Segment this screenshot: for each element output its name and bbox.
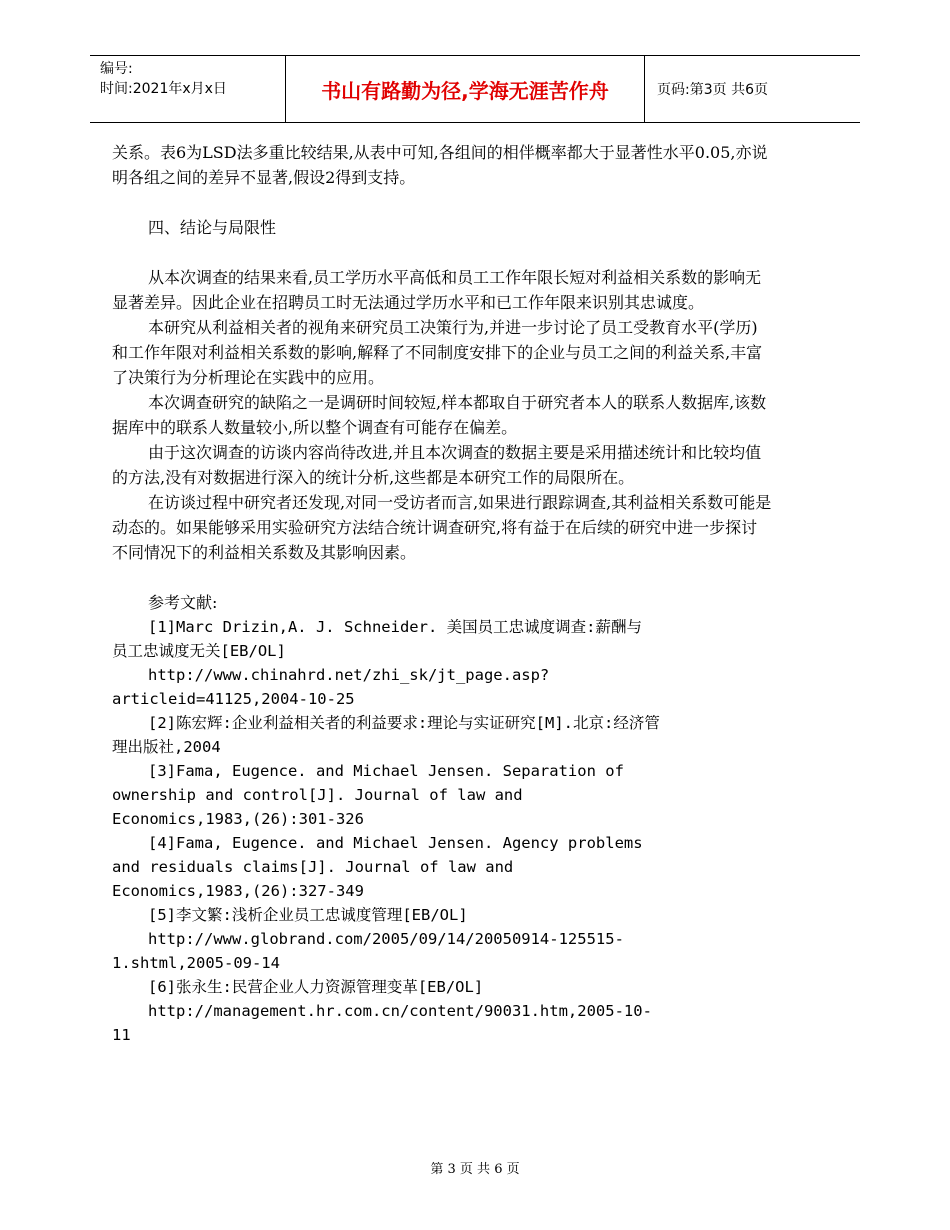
- paragraph-2: 从本次调查的结果来看,员工学历水平高低和员工工作年限长短对利益相关系数的影响无显著差异。因此企业在招聘员工时无法通过学历水平和已工作年限来识别其忠诚度。: [112, 268, 762, 312]
- header-left: [90, 56, 285, 122]
- paragraph-4: 本次调查研究的缺陷之一是调研时间较短,样本都取自于研究者本人的联系人数据库,该数据库中的联系人数量较小,所以整个调查有可能存在偏差。: [112, 393, 767, 437]
- reference-item: [1]Marc Drizin,A. J. Schneider. 美国员工忠诚度调查:薪酬与 员工忠诚度无关[EB/OL] http://www.chinahrd.net/zhi_sk/jt_page.asp? articleid=41125,2004-10-25: [112, 618, 642, 708]
- reference-item: [2]陈宏辉:企业利益相关者的利益要求:理论与实证研究[M].北京:经济管 理出版社,2004: [112, 714, 660, 756]
- reference-item: [3]Fama, Eugence. and Michael Jensen. Separation of ownership and control[J]. Journal of law and Economics,1983,(26):301-326: [112, 762, 624, 828]
- paragraph-6: 在访谈过程中研究者还发现,对同一受访者而言,如果进行跟踪调查,其利益相关系数可能是动态的。如果能够采用实验研究方法结合统计调查研究,将有益于在后续的研究中进一步探讨不同情况下的利益相关系数及其影响因素。: [112, 493, 772, 562]
- document-time-label: 时间:2021年x月x日: [100, 81, 227, 97]
- reference-item: [6]张永生:民营企业人力资源管理变革[EB/OL] http://management.hr.com.cn/content/90031.htm,2005-10- 11: [112, 978, 652, 1044]
- header-page-label: 页码:第3页 共6页: [657, 82, 768, 98]
- page-header: [90, 55, 860, 123]
- reference-item: [5]李文繁:浅析企业员工忠诚度管理[EB/OL] http://www.globrand.com/2005/09/14/20050914-125515- 1.shtml,2005-09-14: [112, 906, 624, 972]
- header-motto: 书山有路勤为径,学海无涯苦作舟: [285, 56, 645, 122]
- document-number-label: 编号:: [100, 61, 133, 77]
- paragraph-3: 本研究从利益相关者的视角来研究员工决策行为,并进一步讨论了员工受教育水平(学历)和工作年限对利益相关系数的影响,解释了不同制度安排下的企业与员工之间的利益关系,丰富了决策行为分析理论在实践中的应用。: [112, 318, 763, 387]
- references-title: 参考文献:: [148, 593, 218, 612]
- reference-item: [4]Fama, Eugence. and Michael Jensen. Agency problems and residuals claims[J]. Journal of law and Economics,1983,(26):327-349: [112, 834, 643, 900]
- paragraph-1: 关系。表6为LSD法多重比较结果,从表中可知,各组间的相伴概率都大于显著性水平0.05,亦说明各组之间的差异不显著,假设2得到支持。: [112, 143, 768, 187]
- paragraph-5: 由于这次调查的访谈内容尚待改进,并且本次调查的数据主要是采用描述统计和比较均值的方法,没有对数据进行深入的统计分析,这些都是本研究工作的局限所在。: [112, 443, 762, 487]
- document-body: [112, 140, 772, 1047]
- section-title: 四、结论与局限性: [148, 218, 277, 237]
- page-footer: 第 3 页 共 6 页: [430, 1162, 520, 1177]
